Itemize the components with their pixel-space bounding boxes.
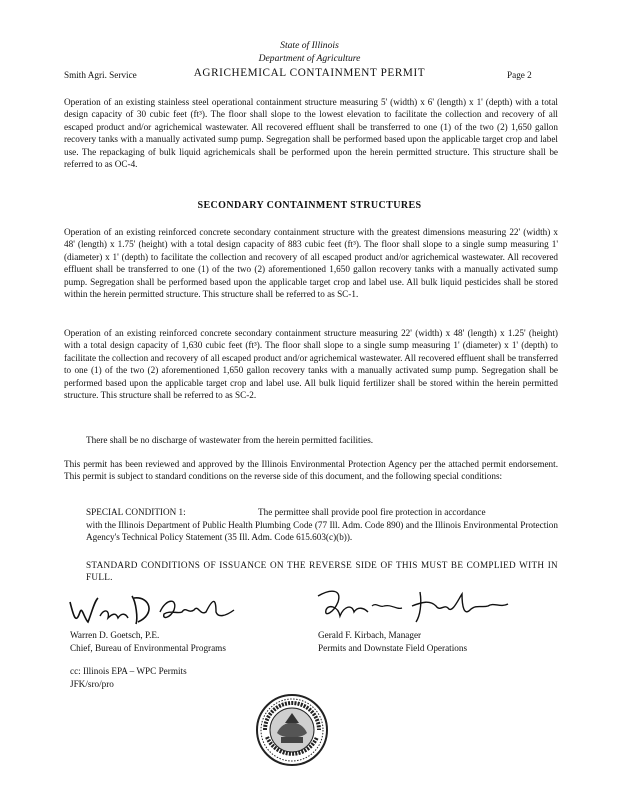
page-number: Page 2 [507,70,532,80]
paragraph-sc2: Operation of an existing reinforced concrete secondary containment structure measuring 22' (width) x 48' (length) x 1.25' (height) with a total design capacity of 1,630 cubic feet (ft³). The floor shall slope to a single sump measuring 1' (diameter) x 1' (depth) to facilitate the collection and recovery of all escaped product and/or agrichemical wastewater. All recovered effluent shall be transferred to one (1) of the two (2) aforementioned 1,650 gallon recovery tanks with a manually activated sump pump. Segregation shall be performed based upon the applicable target crop and label use. All bulk liquid fertilizer shall be stored within the herein permitted structure. This structure shall be referred to as SC-2. [64,328,558,401]
left-signer-title: Chief, Bureau of Environmental Programs [70,643,226,653]
paragraph-no-discharge: There shall be no discharge of wastewater from the herein permitted facilities. [86,435,374,445]
special-condition-text: with the Illinois Department of Public Health Plumbing Code (77 Ill. Adm. Code 890) and the Illinois Environmental Protection Agency's Technical Policy Statement (35 Ill. Adm. Code 615.603(c)(b)). [86,520,558,543]
paragraph-sc1: Operation of an existing reinforced concrete secondary containment structure with the greatest dimensions measuring 22' (width) x 48' (length) x 1.75' (height) with a total design capacity of 883 cubic feet (ft³). The floor shall slope to a single sump measuring 1' (diameter) x 1' (depth) to facilitate the collection and recovery of all escaped product and/or agrichemical wastewater. All recovered effluent shall be transferred to one (1) of the two (2) aforementioned 1,650 gallon recovery tanks with a manually activated sump pump. Segregation shall be performed based upon the applicable target crop and label use. All bulk liquid pesticides shall be stored within the herein permitted structure. This structure shall be referred to as SC-1. [64,227,558,300]
company-label: Smith Agri. Service [64,70,137,80]
right-signer-name: Gerald F. Kirbach, Manager [318,630,422,640]
department-heading: Department of Agriculture [258,53,361,64]
signature-left-icon [66,588,251,630]
permit-title: AGRICHEMICAL CONTAINMENT PERMIT [193,67,426,79]
right-signer-title: Permits and Downstate Field Operations [318,643,468,653]
left-signer-name: Warren D. Goetsch, P.E. [70,630,160,640]
signature-right-icon [312,586,522,628]
paragraph-oc4: Operation of an existing stainless steel operational containment structure measuring 5' (width) x 6' (length) x 1' (depth) with a total design capacity of 30 cubic feet (ft³). The floor shall slope to the lowest elevation to facilitate the collection and recovery of all escaped product and/or agrichemical wastewater. All recovered effluent shall be transferred to one (1) of the two (2) 1,650 gallon recovery tanks with a manually activated sump pump. Segregation shall be performed based upon the applicable target crop and label use. The repackaging of bulk liquid agrichemicals shall be performed upon the herein permitted structure. This structure shall be referred to as OC-4. [64,97,558,170]
state-seal-icon [255,693,329,767]
standard-conditions-notice: STANDARD CONDITIONS OF ISSUANCE ON THE REVERSE SIDE OF THIS MUST BE COMPLIED WITH IN FULL. [86,560,558,583]
special-condition-line1: The permittee shall provide pool fire protection in accordance [258,507,486,517]
cc-line: cc: Illinois EPA – WPC Permits [70,666,187,676]
paragraph-review: This permit has been reviewed and approved by the Illinois Environmental Protection Agency per the attached permit endorsement. This permit is subject to standard conditions on the reverse side of this document, and the following special conditions: [64,459,558,482]
reference-initials: JFK/sro/pro [70,679,114,689]
special-condition-label: SPECIAL CONDITION 1: [86,507,186,517]
secondary-containment-heading: SECONDARY CONTAINMENT STRUCTURES [197,200,422,211]
state-heading: State of Illinois [280,40,339,51]
